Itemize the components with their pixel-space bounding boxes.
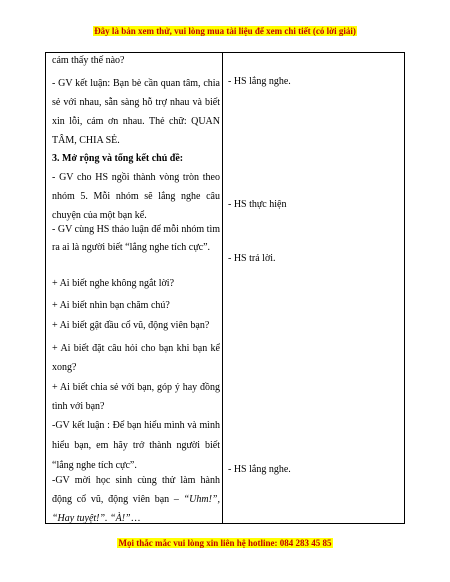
teacher-invitation-start: -GV mời học sinh cùng thử làm hành động cổ vũ, động viên bạn –: [52, 475, 220, 505]
teacher-conclusion-2: [52, 416, 220, 476]
teacher-instruction-1: [52, 168, 220, 225]
question-4-text: + Ai biết đặt câu hỏi cho bạn khi bạn kể xong?: [52, 343, 220, 373]
question-4: [52, 339, 220, 377]
teacher-instruction-1-text: - GV cho HS ngồi thành vòng tròn theo nhóm 5. Mỗi nhóm sẽ lắng nghe câu chuyện của một bạn kể.: [52, 172, 220, 221]
teacher-invitation: [52, 471, 220, 528]
question-5: [52, 378, 220, 416]
student-response-3: - HS trả lời.: [228, 253, 276, 264]
question-2: + Ai biết nhìn bạn chăm chú?: [52, 300, 170, 311]
preview-banner-text: Đây là bản xem thử, vui lòng mua tài liệu để xem chi tiết (có lời giải): [94, 26, 356, 36]
left-paragraph-1: cảm thấy thế nào?: [52, 55, 125, 66]
teacher-conclusion-1: [52, 74, 220, 150]
section-heading: 3. Mở rộng và tổng kết chủ đề:: [52, 153, 184, 164]
question-3: + Ai biết gật đầu cổ vũ, động viên bạn?: [52, 320, 210, 331]
student-response-1: - HS lắng nghe.: [228, 76, 291, 87]
teacher-invitation-end: …: [130, 513, 141, 524]
column-divider: [222, 53, 223, 523]
teacher-conclusion-1-text: - GV kết luận: Bạn bè cần quan tâm, chia sẻ với nhau, sẵn sàng hỗ trợ nhau và biết xin lỗi, cám ơn nhau. Thẻ chữ: QUAN TÂM, CHIA SẺ.: [52, 78, 220, 146]
teacher-instruction-2-text: - GV cùng HS thảo luận để mỗi nhóm tìm ra ai là người biết “lắng nghe tích cực”.: [52, 224, 220, 253]
teacher-invitation-text: [52, 471, 220, 528]
student-response-2: - HS thực hiện: [228, 199, 287, 210]
cheer-phrases: “Uhm!”, “Hay tuyệt!”. “À!”: [52, 494, 220, 524]
question-5-text: + Ai biết chia sẻ với bạn, góp ý hay đồng tình với bạn?: [52, 382, 220, 412]
hotline-banner-text: Mọi thắc mắc vui lòng xin liên hệ hotline: 084 283 45 85: [118, 538, 332, 548]
hotline-banner: [0, 536, 450, 550]
student-response-4: - HS lắng nghe.: [228, 464, 291, 475]
teacher-instruction-2: [52, 221, 220, 257]
teacher-conclusion-2-text: -GV kết luận : Để bạn hiểu mình và mình hiểu bạn, em hãy trở thành người biết “lắng nghe tích cực”.: [52, 420, 220, 471]
question-1: + Ai biết nghe không ngắt lời?: [52, 278, 175, 289]
preview-banner: [0, 24, 450, 38]
